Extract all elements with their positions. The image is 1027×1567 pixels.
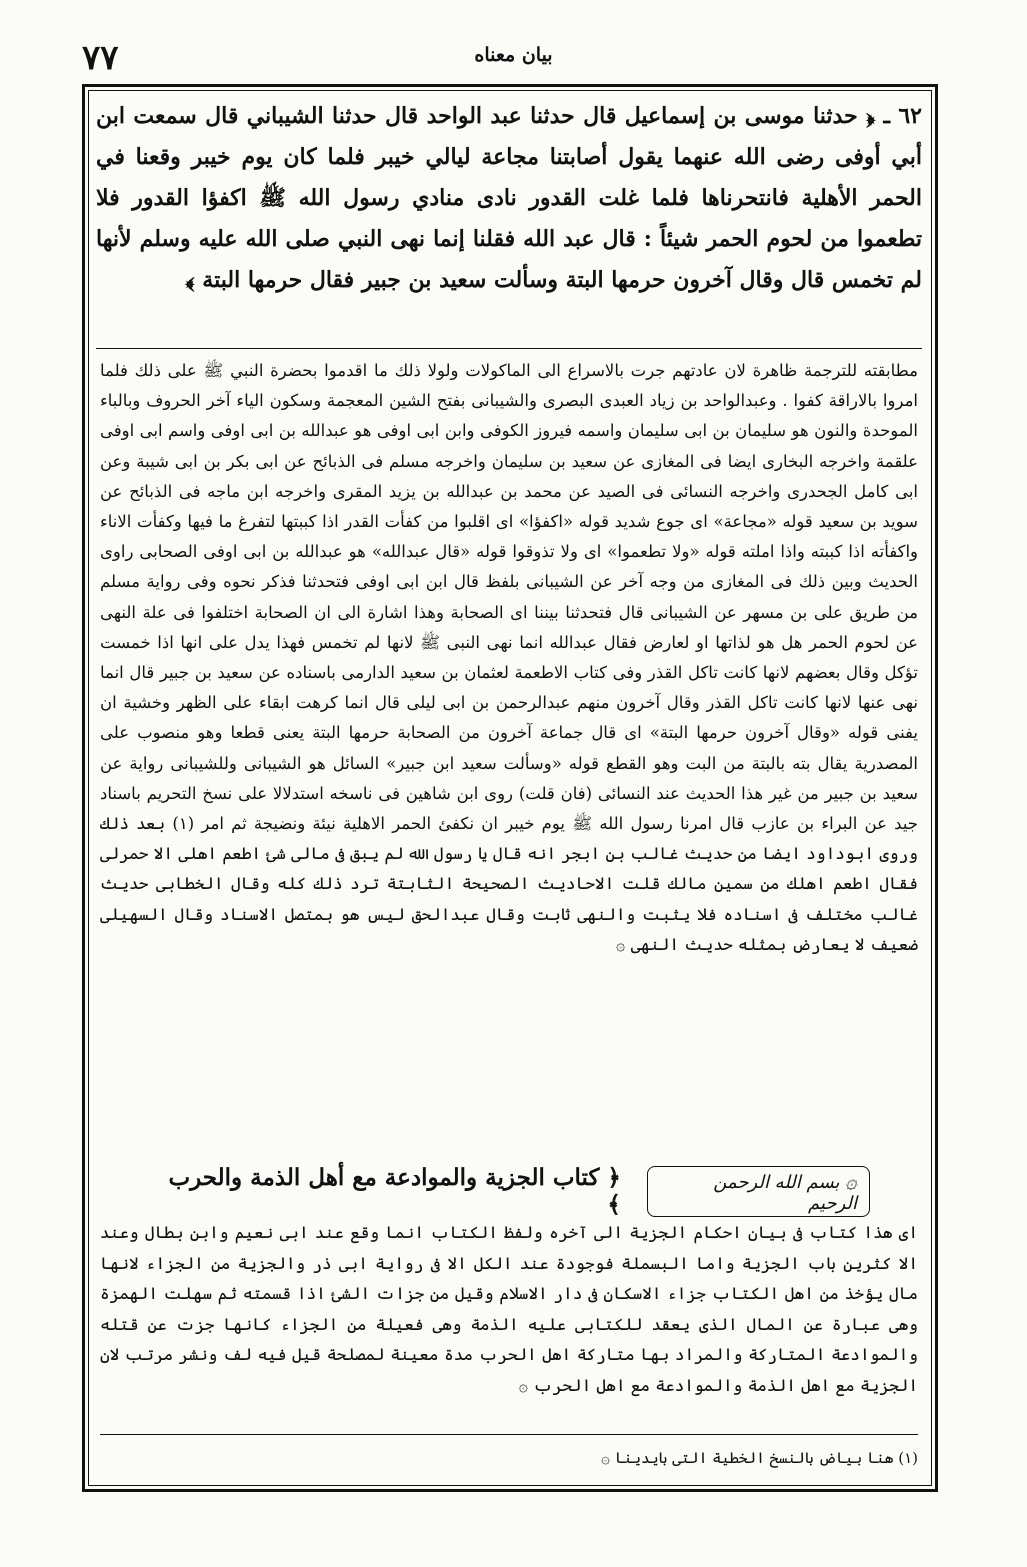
chapter-heading — [150, 1164, 870, 1218]
chapter-commentary-text: اى هذا كتاب فى بيان احكام الجزية الى آخره ولفظ الكتاب انما وقع عند ابى نعيم وابن بطال وعند الا كثرين باب الجزية واما البسملة فوجودة عند الكل الا فى رواية ابى ذر والجزية من الجزاء لانها مال يؤخذ من اهل الكتاب جزاء الاسكان فى دار الاسلام وقيل من جزات الشئ اذا قسمته ثم سهلت الهمزة وهى عبارة عن المال الذى يعقد للكتابى عليه الذمة وهى فعيلة من الجزاء كانها جزت عن قتله والموادعة المتاركة والمراد بها متاركة اهل الحرب مدة معينة لمصلحة قيل فيه لف ونشر مرتب لان الجزية مع اهل الذمة والموادعة مع اهل الحرب ۞ — [100, 1223, 918, 1395]
footnote-divider — [100, 1434, 918, 1435]
ornament-icon: ۞ — [845, 1168, 857, 1193]
basmala-cartouche — [647, 1166, 870, 1217]
footnote: (١) هنا بياض بالنسخ الخطية التى بايدينا ۞ — [601, 1449, 918, 1467]
hadith-text: ٦٢ ـ ﴿ حدثنا موسى بن إسماعيل قال حدثنا عبد الواحد قال حدثنا الشيباني قال سمعت ابن أبي أوفى رضى الله عنهما يقول أصابتنا مجاعة ليالي خيبر فلما كان يوم خيبر وقعنا في الحمر الأهلية فانتحرناها فلما غلت القدور نادى منادي رسول الله ﷺ اكفؤا القدور فلا تطعموا من لحوم الحمر شيئاً : قال عبد الله فقلنا إنما نهى النبي صلى الله عليه وسلم لأنها لم تخمس قال وقال آخرون حرمها البتة وسألت سعيد بن جبير فقال حرمها البتة ﴾ — [96, 103, 922, 293]
basmala-text: بسم الله الرحمن الرحيم — [713, 1171, 857, 1214]
page-number: ٧٧ — [82, 38, 119, 78]
chapter-title: ﴿ كتاب الجزية والموادعة مع أهل الذمة والحرب ﴾ — [168, 1164, 621, 1218]
commentary-text: مطابقته للترجمة ظاهرة لان عادتهم جرت بالاسراع الى الماكولات ولولا ذلك ما اقدموا بحضرة النبي ﷺ على ذلك فلما امروا بالاراقة كفوا . وعبدالواحد بن زياد العبدى البصرى والشيبانى بفتح الشين المعجمة وسكون الياء آخر الحروف وبالباء الموحدة والنون هو سليمان بن ابى سليمان واسمه فيروز الكوفى وابن ابى اوفى هو عبدالله بن ابى اوفى واسم ابى اوفى علقمة واخرجه البخارى ايضا فى المغازى عن سعيد بن سليمان واخرجه مسلم فى الذبائح عن ابى بكر بن ابى شيبة وعن ابى كامل الجحدرى واخرجه النسائى فى الصيد عن محمد بن عبدالله بن يزيد المقرى واخرجه ابن ماجه فى الذبائح عن سويد بن سعيد قوله «مجاعة» اى جوع شديد قوله «اكفؤا» اى اقلبوا من كفأت القدر اذا كببتها لتفرغ ما فيها وكفأت الاناء واكفأته اذا كببته واذا املته قوله «ولا تطعموا» اى ولا تذوقوا قوله «قال عبدالله» هو عبدالله بن ابى اوفى الصحابى راوى الحديث وبين ذلك فى المغازى من وجه آخر عن الشيبانى بلفظ قال ابن ابى اوفى فتحدثنا فذكر نحوه وفى رواية مسلم من طريق على بن مسهر عن الشيبانى قال فتحدثنا بيننا اى الصحابة وهذا اشارة الى ان الصحابة اختلفوا فى علة النهى عن لحوم الحمر هل هو لذاتها او لعارض فقال عبدالله انما نهى النبى ﷺ لانها لم تخمس فهذا يدل على انها اذا خمست تؤكل وقال بعضهم لانها كانت تاكل القذر وفى كتاب الاطعمة لعثمان بن سعيد الدارمى باسناده عن سعيد بن جبير قال انما نهى عنها لانها كانت تاكل القذر وقال آخرون منهم عبدالرحمن بن ابى ليلى قال انما كرهت ابقاء على الظهر وخشية ان يفنى قوله «وقال آخرون حرمها البتة» اى قال جماعة آخرون من الصحابة حرمها البتة يعنى قطعا وهو منصوب على المصدرية يقال بته بالبتة من البت وهو القطع قوله «وسألت سعيد ابن جبير» السائل هو الشيبانى وللشيبانى رواية عن سعيد بن جبير من غير هذا الحديث عند النسائى (فان قلت) روى ابن شاهين فى ناسخه استدلالا على نسخ التحريم باسناد جيد عن البراء بن عازب قال امرنا رسول الله ﷺ يوم خيبر ان نكفئ الحمر الاهلية نيئة ونضيجة ثم امر (١) بعد ذلك وروى ابوداود ايضا من حديث غالب بن ابجر انه قال يا رسول الله لم يبق فى مالى شئ اطعم اهلى الا حمرلى فقال اطعم اهلك من سمين مالك قلت الاحاديث الصحيحة الثابتة ترد ذلك كله وقال الخطابى حديث غالب مختلف فى اسناده فلا يثبت والنهى ثابت وقال عبدالحق ليس هو بمتصل الاسناد وقال السهيلى ضعيف لا يعارض بمثله حديث النهى ۞ — [100, 361, 918, 954]
running-title: بيان معناه — [474, 44, 553, 66]
section-divider — [96, 348, 922, 349]
